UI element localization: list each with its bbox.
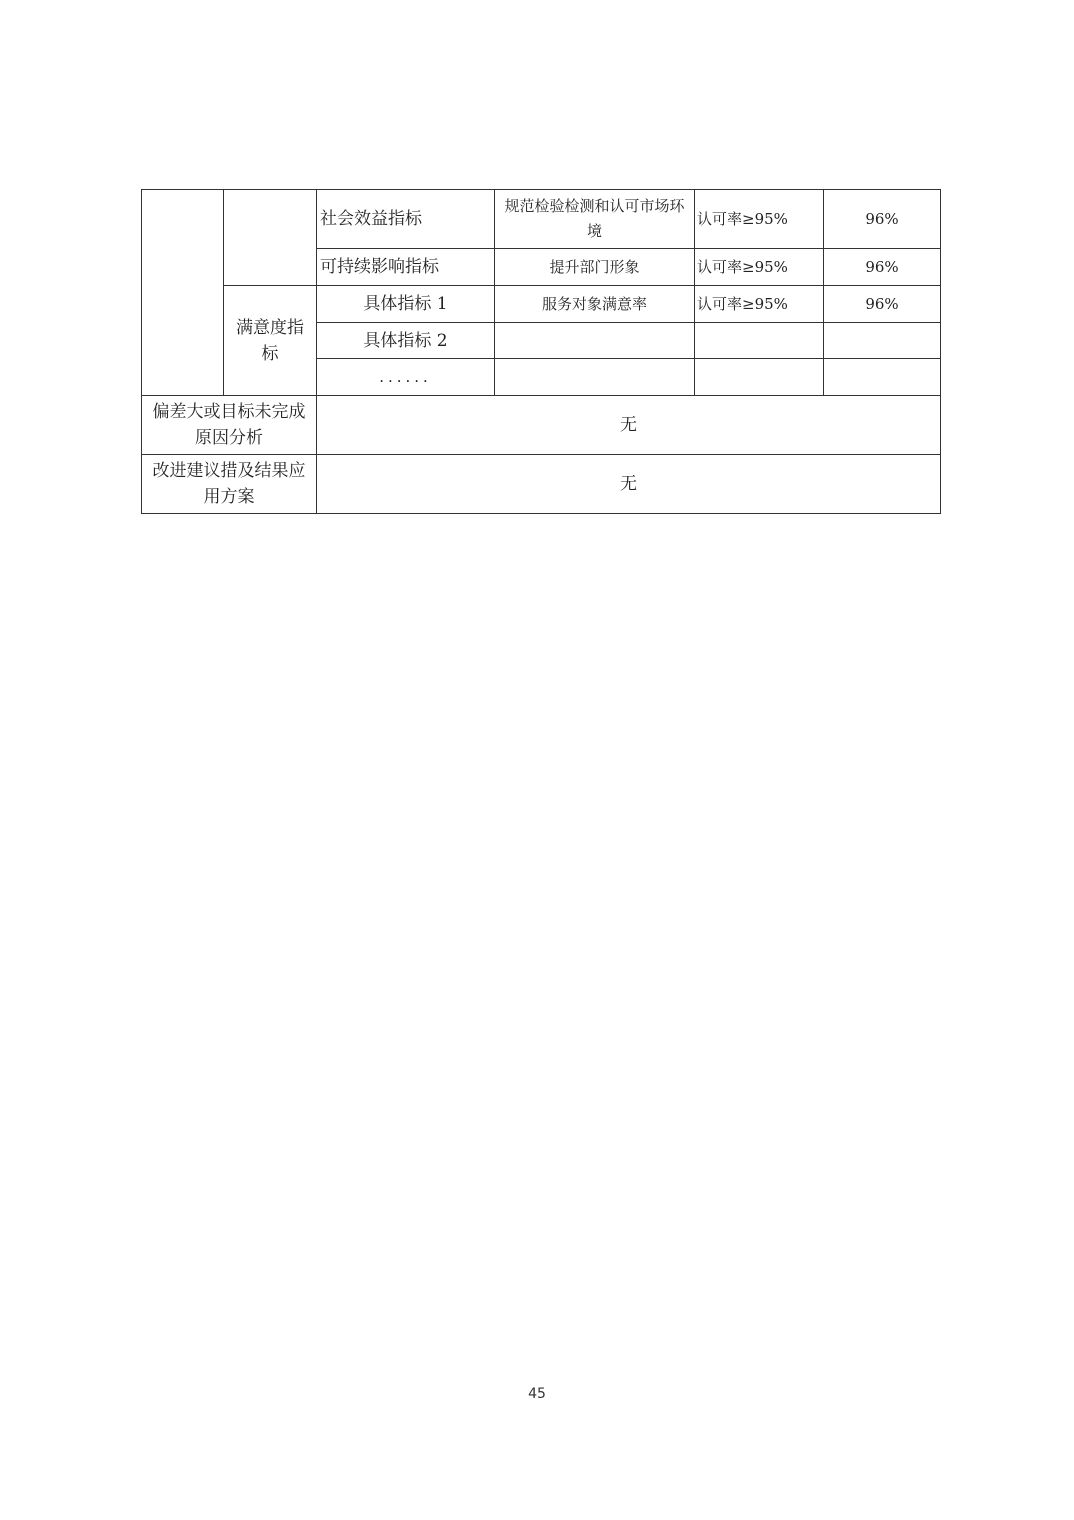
improvement-value: 无 — [317, 455, 941, 514]
indicator-category: 社会效益指标 — [317, 190, 495, 249]
indicator-category: 具体指标 1 — [317, 286, 495, 323]
indicator-category: 可持续影响指标 — [317, 249, 495, 286]
table-row-specific-1 — [142, 286, 941, 323]
indicator-actual: 96% — [824, 249, 941, 286]
page-number: 45 — [528, 1386, 546, 1402]
indicator-target: 认可率≥95% — [695, 286, 824, 323]
empty-cell — [824, 359, 941, 396]
deviation-value: 无 — [317, 396, 941, 455]
ellipsis-cell: ...... — [317, 359, 495, 396]
indicator-content: 提升部门形象 — [495, 249, 695, 286]
empty-cell — [695, 359, 824, 396]
empty-merged-cell — [224, 190, 317, 286]
table-row-deviation — [142, 396, 941, 455]
satisfaction-group-label: 满意度指标 — [224, 286, 317, 396]
indicator-category: 具体指标 2 — [317, 323, 495, 359]
indicator-target: 认可率≥95% — [695, 249, 824, 286]
indicator-actual: 96% — [824, 190, 941, 249]
table-row-improvement — [142, 455, 941, 514]
indicator-actual: 96% — [824, 286, 941, 323]
empty-cell — [495, 359, 695, 396]
improvement-label: 改进建议措及结果应用方案 — [142, 455, 317, 514]
indicator-actual — [824, 323, 941, 359]
table-row-social-benefit — [142, 190, 941, 249]
indicator-content: 规范检验检测和认可市场环境 — [495, 190, 695, 249]
performance-indicator-table — [141, 189, 941, 514]
indicator-target: 认可率≥95% — [695, 190, 824, 249]
empty-merged-cell — [142, 190, 224, 396]
indicator-content — [495, 323, 695, 359]
indicator-target — [695, 323, 824, 359]
indicator-content: 服务对象满意率 — [495, 286, 695, 323]
deviation-label: 偏差大或目标未完成原因分析 — [142, 396, 317, 455]
